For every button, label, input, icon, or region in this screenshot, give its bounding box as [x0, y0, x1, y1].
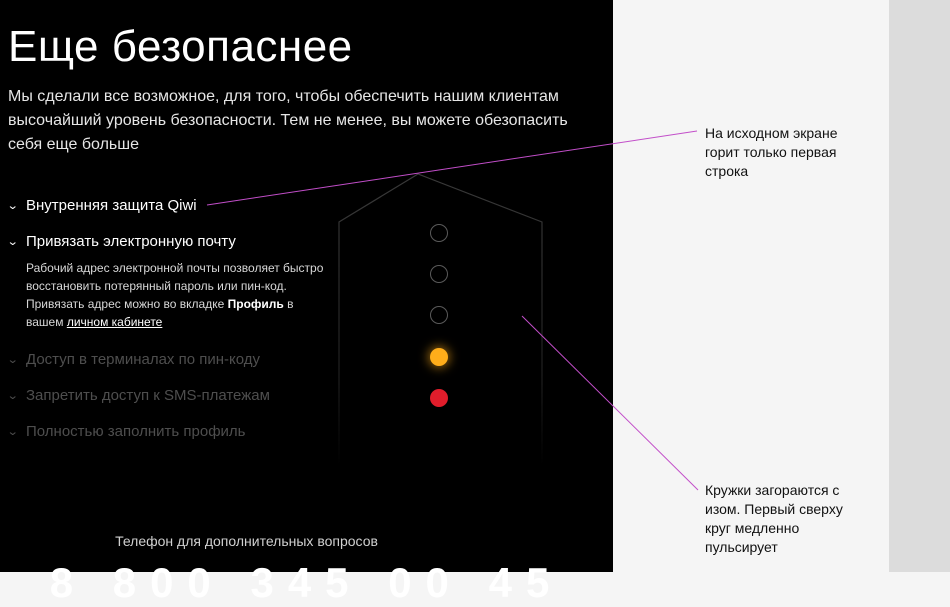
- page-title: Еще безопаснее: [8, 22, 353, 71]
- email-description: Рабочий адрес электронной почты позволяет быстро восстановить потерянный пароль или пин-код. Привязать адрес можно во вкладке: [26, 261, 324, 311]
- chevron-down-icon: ⌄: [6, 389, 19, 402]
- chevron-down-icon: ⌄: [6, 199, 19, 212]
- chevron-down-icon: ⌄: [6, 235, 19, 248]
- chevron-down-icon: ⌄: [6, 425, 19, 438]
- accordion-item-label: Привязать электронную почту: [26, 232, 236, 250]
- annotation-note-first-row: На исходном экране горит только первая строка: [705, 125, 838, 179]
- phone-label: Телефон для дополнительных вопросов: [115, 533, 378, 549]
- personal-account-link[interactable]: личном кабинете: [66, 315, 163, 329]
- phone-number[interactable]: 8 800 345 00 45: [49, 559, 564, 606]
- email-description-tail: в вашем: [26, 297, 294, 329]
- intro-text: Мы сделали все возможное, для того, чтобы обеспечить нашим клиентам высочайший уровень безопасности. Тем не менее, вы можете обезопасить себя еще больше: [8, 88, 568, 153]
- accordion-item-label: Доступ в терминалах по пин-коду: [26, 350, 261, 368]
- leader-line-first-row: [207, 131, 697, 205]
- accordion-item-label: Полностью заполнить профиль: [26, 422, 246, 440]
- accordion-item-label: Внутренняя защита Qiwi: [26, 196, 197, 214]
- profile-tab-name: Профиль: [227, 297, 284, 311]
- chevron-down-icon: ⌄: [6, 353, 19, 366]
- annotation-note-dots: Кружки загораются с изом. Первый сверху круг медленно пульсирует: [705, 482, 843, 555]
- accordion-item-label: Запретить доступ к SMS-платежам: [26, 386, 270, 404]
- leader-line-dots: [522, 316, 698, 490]
